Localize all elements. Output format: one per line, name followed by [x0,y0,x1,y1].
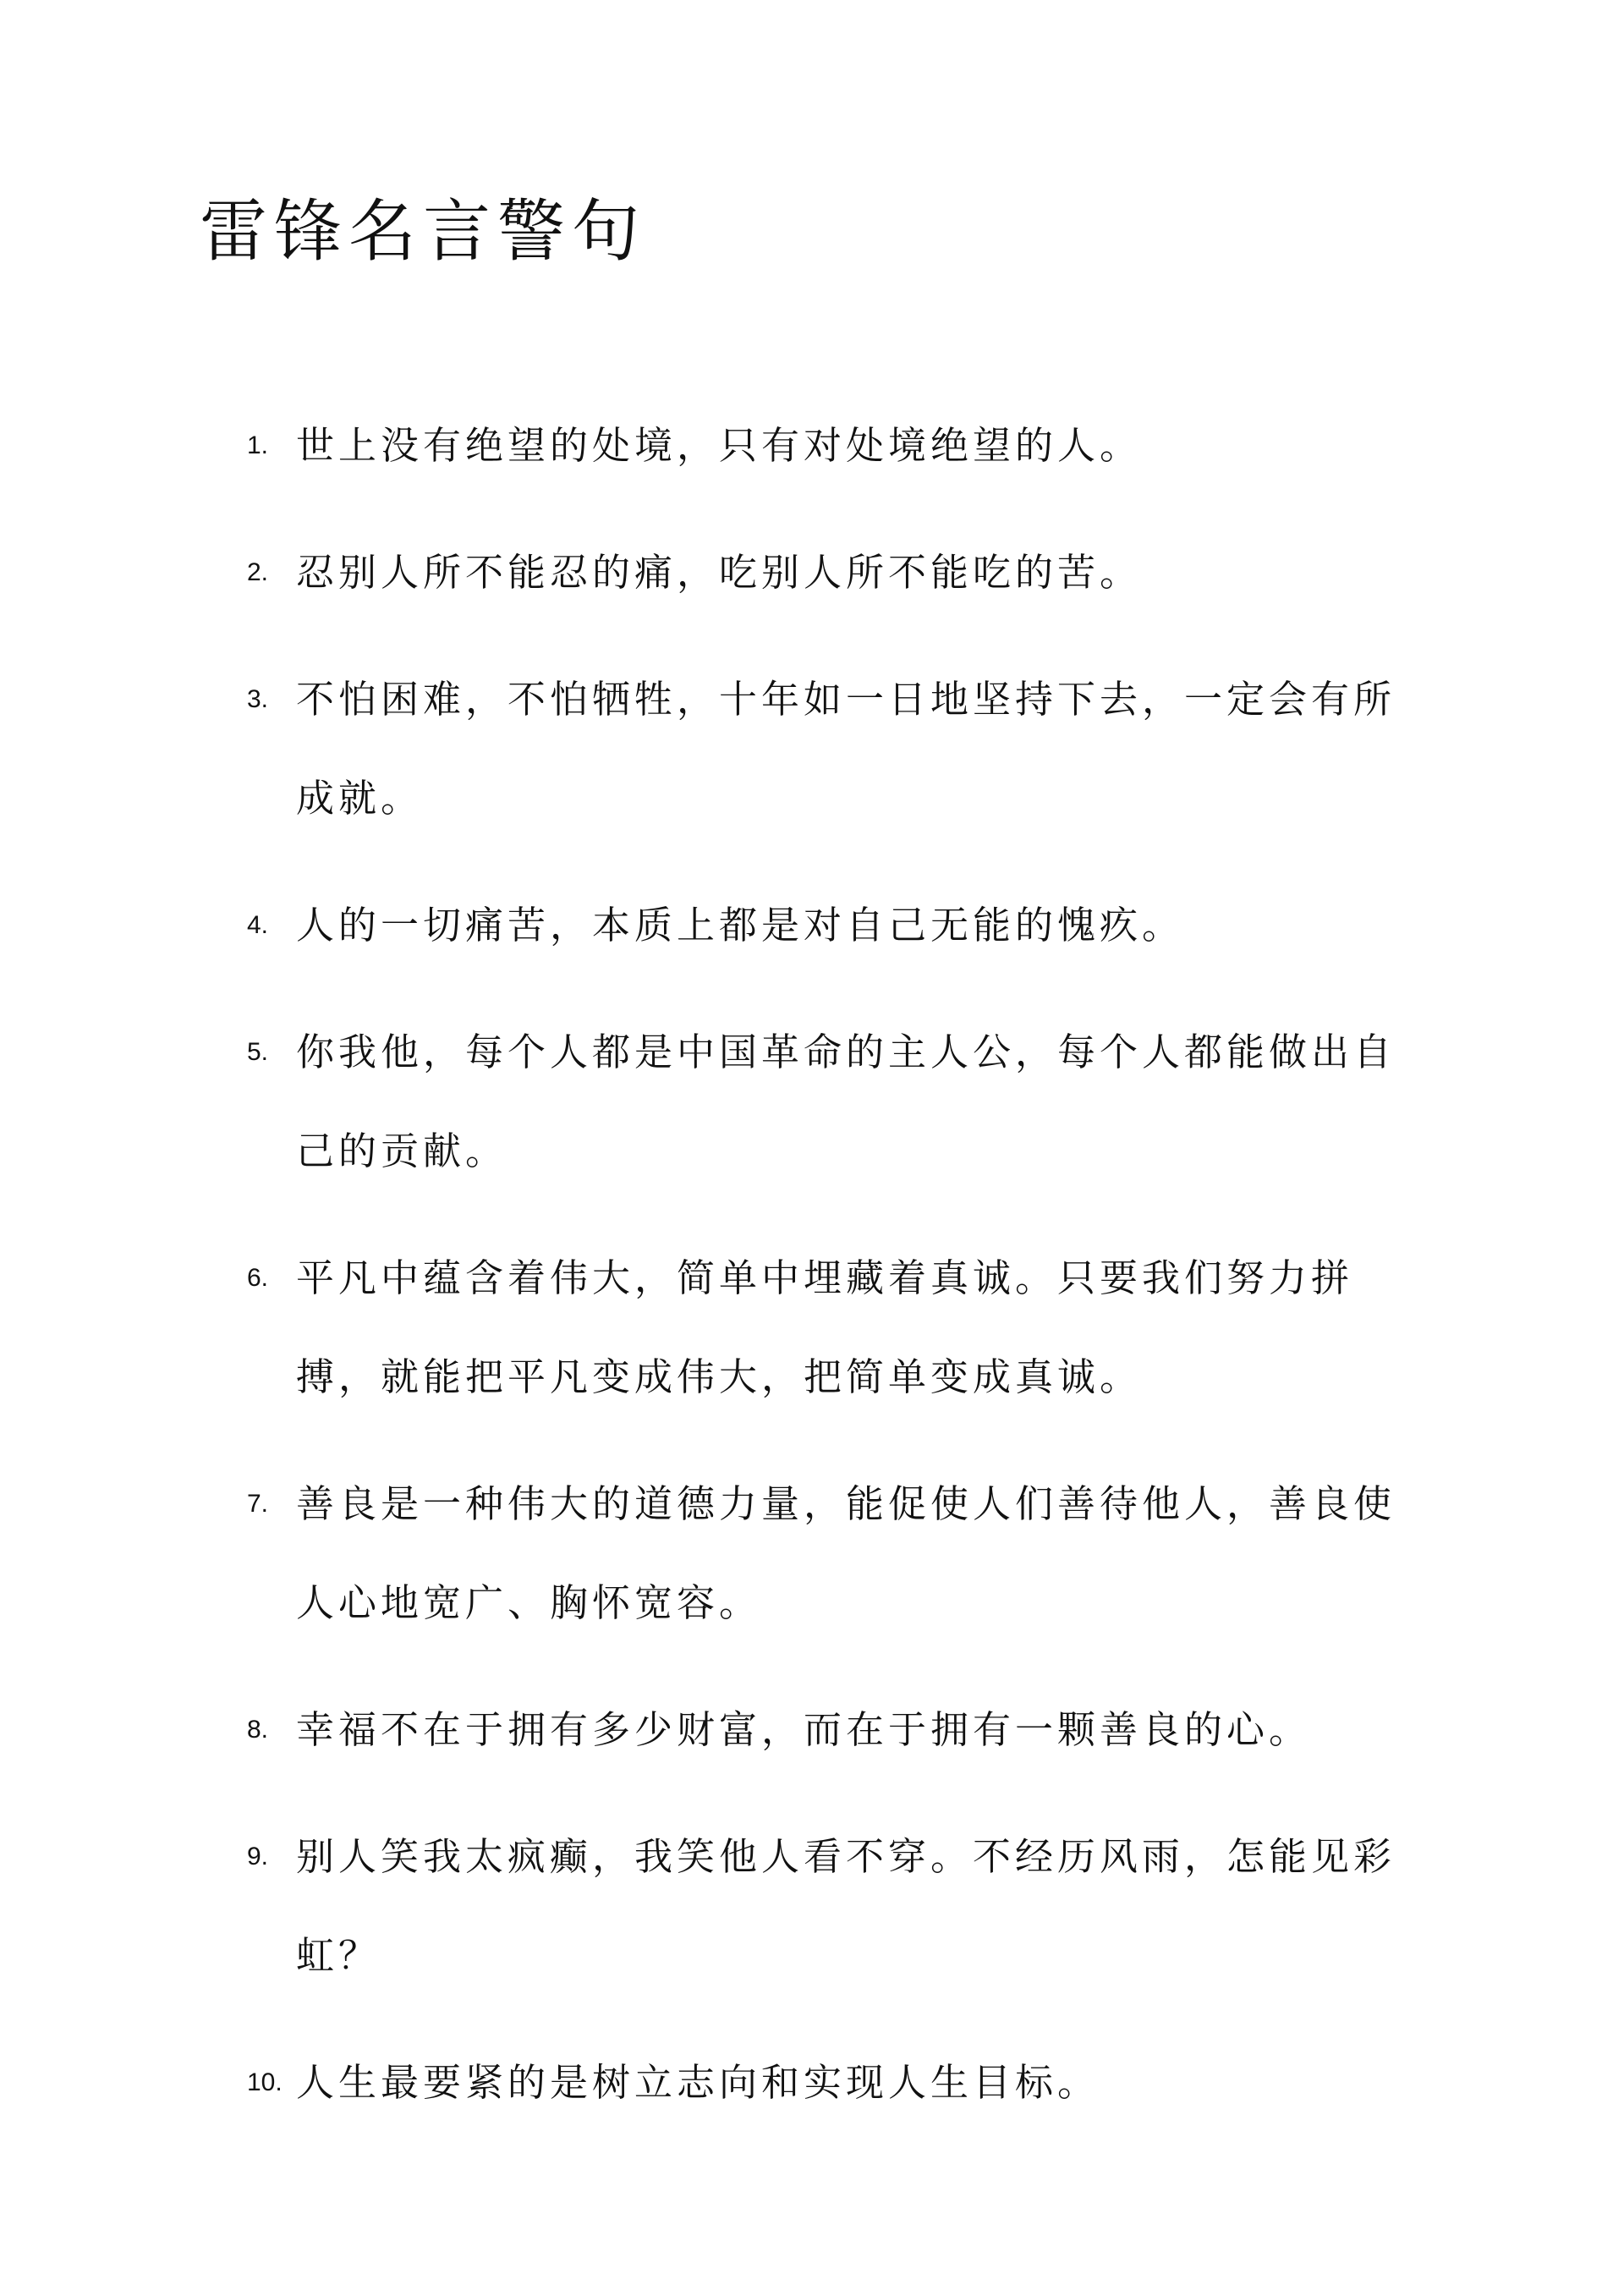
list-item-number: 5. [247,1038,269,1066]
list-item-number: 4. [247,911,269,939]
list-item-text: 别人笑我太疯癫，我笑他人看不穿。不经历风雨，怎能见彩虹？ [296,1834,1396,1978]
list-item-text: 幸福不在于拥有多少财富，而在于拥有一颗善良的心。 [296,1707,1312,1752]
page-title: 雷锋名言警句 [200,192,646,271]
list-item-text: 平凡中蕴含着伟大，简单中埋藏着真诚。只要我们努力拼搏，就能把平凡变成伟大，把简单变成真诚。 [296,1255,1354,1399]
list-item-text: 人生最要紧的是树立志向和实现人生目标。 [296,2060,1100,2105]
list-item [0,2033,1624,2132]
list-item-text: 你我他，每个人都是中国革命的主人公，每个人都能做出自己的贡献。 [296,1030,1396,1173]
list-item [0,1680,1624,1779]
list-item-number: 6. [247,1264,269,1292]
list-item [0,1454,1624,1652]
list-item-text: 世上没有绝望的处境，只有对处境绝望的人。 [296,423,1143,468]
list-item-number: 1. [247,431,269,459]
quote-list [0,396,1624,2160]
list-item-number: 3. [247,685,269,713]
list-item [0,396,1624,495]
list-item-text: 善良是一种伟大的道德力量，能促使人们善待他人，善良使人心地宽广、胸怀宽容。 [296,1481,1396,1625]
list-item [0,1228,1624,1426]
list-item-number: 9. [247,1843,269,1870]
list-item-number: 2. [247,558,269,586]
list-item [0,650,1624,848]
list-item-number: 8. [247,1716,269,1744]
list-item-text: 忍别人所不能忍的痛，吃别人所不能吃的苦。 [296,550,1143,595]
list-item [0,1002,1624,1200]
list-item [0,1807,1624,2005]
list-item-number: 10. [247,2068,283,2096]
list-item [0,876,1624,975]
list-item [0,523,1624,622]
list-item-text: 人的一切痛苦，本质上都是对自己无能的愧疚。 [296,903,1185,948]
list-item-number: 7. [247,1490,269,1518]
list-item-text: 不怕困难，不怕牺牲，十年如一日地坚持下去，一定会有所成就。 [296,677,1396,821]
